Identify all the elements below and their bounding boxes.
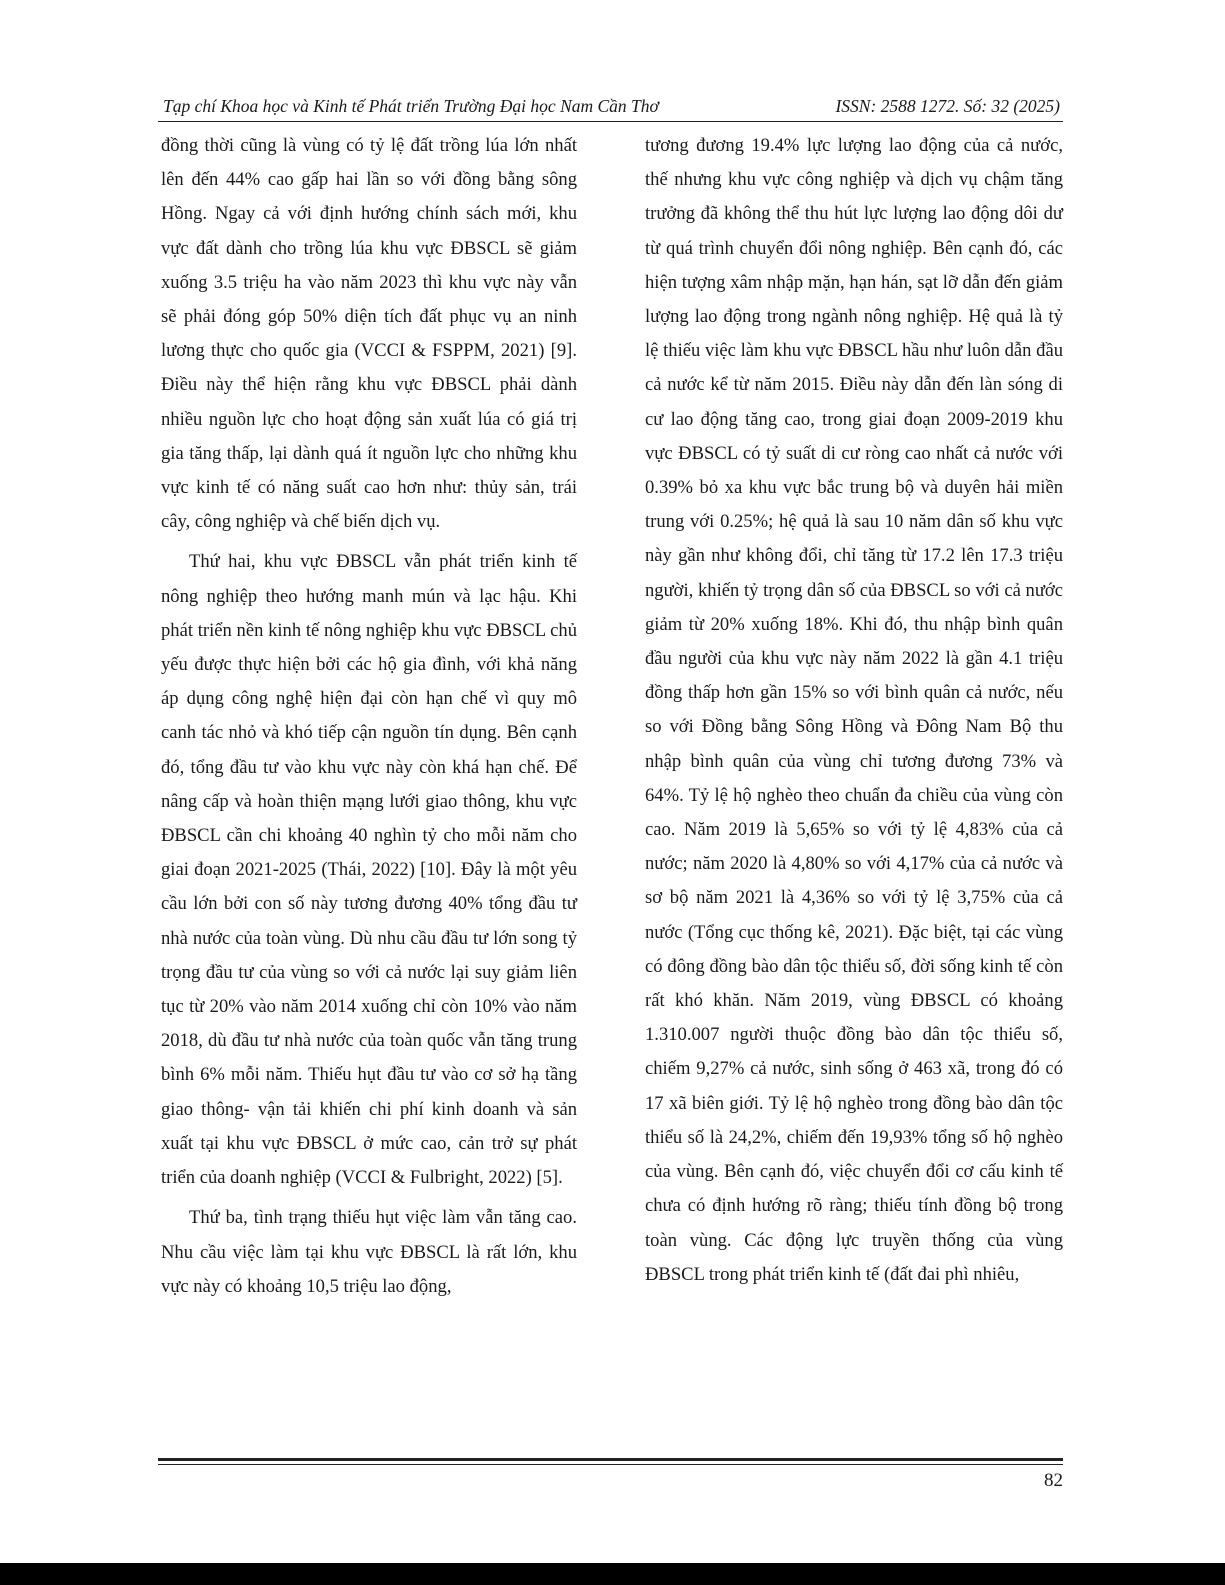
left-column: [161, 129, 577, 1304]
running-header: [158, 94, 1063, 124]
paragraph: Thứ ba, tình trạng thiếu hụt việc làm vẫn tăng cao. Nhu cầu việc làm tại khu vực ĐBSCL là rất lớn, khu vực này có khoảng 10,5 triệu lao động,: [161, 1207, 577, 1297]
paragraph: đồng thời cũng là vùng có tỷ lệ đất trồng lúa lớn nhất lên đến 44% cao gấp hai lần so với đồng bằng sông Hồng. Ngay cả với định hướng chính sách mới, khu vực đất dành cho trồng lúa khu vực ĐBSCL sẽ giảm xuống 3.5 triệu ha vào năm 2023 thì khu vực này vẫn sẽ phải đóng góp 50% diện tích đất phục vụ an ninh lương thực cho quốc gia (VCCI & FSPPM, 2021) [9]. Điều này thể hiện rằng khu vực ĐBSCL phải dành nhiều nguồn lực cho hoạt động sản xuất lúa có giá trị gia tăng thấp, lại dành quá ít nguồn lực cho những khu vực kinh tế có năng suất cao hơn như: thủy sản, trái cây, công nghiệp và chế biến dịch vụ.: [161, 135, 577, 533]
page-number: 82: [1044, 1470, 1063, 1491]
journal-title: Tạp chí Khoa học và Kinh tế Phát triển Trường Đại học Nam Cần Thơ: [163, 96, 659, 116]
issn-issue: ISSN: 2588 1272. Số: 32 (2025): [835, 96, 1060, 116]
footer-rule-thin: [158, 1464, 1063, 1465]
paragraph: tương đương 19.4% lực lượng lao động của cả nước, thế nhưng khu vực công nghiệp và dịch vụ chậm tăng trưởng đã không thể thu hút lực lượng lao động dôi dư từ quá trình chuyển đổi nông nghiệp. Bên cạnh đó, các hiện tượng xâm nhập mặn, hạn hán, sạt lỡ dẫn đến giảm lượng lao động trong ngành nông nghiệp. Hệ quả là tỷ lệ thiếu việc làm khu vực ĐBSCL hầu như luôn dẫn đầu cả nước kể từ năm 2015. Điều này dẫn đến làn sóng di cư lao động tăng cao, trong giai đoạn 2009-2019 khu vực ĐBSCL có tỷ suất di cư ròng cao nhất cả nước với 0.39% bỏ xa khu vực bắc trung bộ và duyên hải miền trung với 0.25%; hệ quả là sau 10 năm dân số khu vực này gần như không đổi, chỉ tăng từ 17.2 lên 17.3 triệu người, khiến tỷ trọng dân số của ĐBSCL so với cả nước giảm từ 20% xuống 18%. Khi đó, thu nhập bình quân đầu người của khu vực này năm 2022 là gần 4.1 triệu đồng thấp hơn gần 15% so với bình quân cả nước, nếu so với Đồng bằng Sông Hồng và Đông Nam Bộ thu nhập bình quân của vùng chỉ tương đương 73% và 64%. Tỷ lệ hộ nghèo theo chuẩn đa chiều của vùng còn cao. Năm 2019 là 5,65% so với tỷ lệ 4,83% của cả nước; năm 2020 là 4,80% so với 4,17% của cả nước và sơ bộ năm 2021 là 4,36% so với tỷ lệ 3,75% của cả nước (Tổng cục thống kê, 2021). Đặc biệt, tại các vùng có đông đồng bào dân tộc thiểu số, đời sống kinh tế còn rất khó khăn. Năm 2019, vùng ĐBSCL có khoảng 1.310.007 người thuộc đồng bào dân tộc thiểu số, chiếm 9,27% cả nước, sinh sống ở 463 xã, trong đó có 17 xã biên giới. Tỷ lệ hộ nghèo trong đồng bào dân tộc thiểu số là 24,2%, chiếm đến 19,93% tổng số hộ nghèo của vùng. Bên cạnh đó, việc chuyển đổi cơ cấu kinh tế chưa có định hướng rõ ràng; thiếu tính đồng bộ trong toàn vùng. Các động lực truyền thống của vùng ĐBSCL trong phát triển kinh tế (đất đai phì nhiêu,: [645, 135, 1063, 1285]
right-column: [645, 129, 1063, 1292]
footer-rule-thick: [158, 1458, 1063, 1461]
paragraph: Thứ hai, khu vực ĐBSCL vẫn phát triển kinh tế nông nghiệp theo hướng manh mún và lạc hậu. Khi phát triển nền kinh tế nông nghiệp khu vực ĐBSCL chủ yếu được thực hiện bởi các hộ gia đình, với khả năng áp dụng công nghệ hiện đại còn hạn chế vì quy mô canh tác nhỏ và khó tiếp cận nguồn tín dụng. Bên cạnh đó, tổng đầu tư vào khu vực này còn khá hạn chế. Để nâng cấp và hoàn thiện mạng lưới giao thông, khu vực ĐBSCL cần chi khoảng 40 nghìn tỷ cho mỗi năm cho giai đoạn 2021-2025 (Thái, 2022) [10]. Đây là một yêu cầu lớn bởi con số này tương đương 40% tổng đầu tư nhà nước của toàn vùng. Dù nhu cầu đầu tư lớn song tỷ trọng đầu tư của vùng so với cả nước lại suy giảm liên tục từ 20% vào năm 2014 xuống chỉ còn 10% vào năm 2018, dù đầu tư nhà nước của toàn quốc vẫn tăng trung bình 6% mỗi năm. Thiếu hụt đầu tư vào cơ sở hạ tầng giao thông- vận tải khiến chi phí kinh doanh và sản xuất tại khu vực ĐBSCL ở mức cao, cản trở sự phát triển của doanh nghiệp (VCCI & Fulbright, 2022) [5].: [161, 551, 577, 1189]
header-divider: [158, 121, 1063, 122]
scan-border: [0, 1563, 1225, 1585]
footer-divider: [158, 1458, 1063, 1465]
